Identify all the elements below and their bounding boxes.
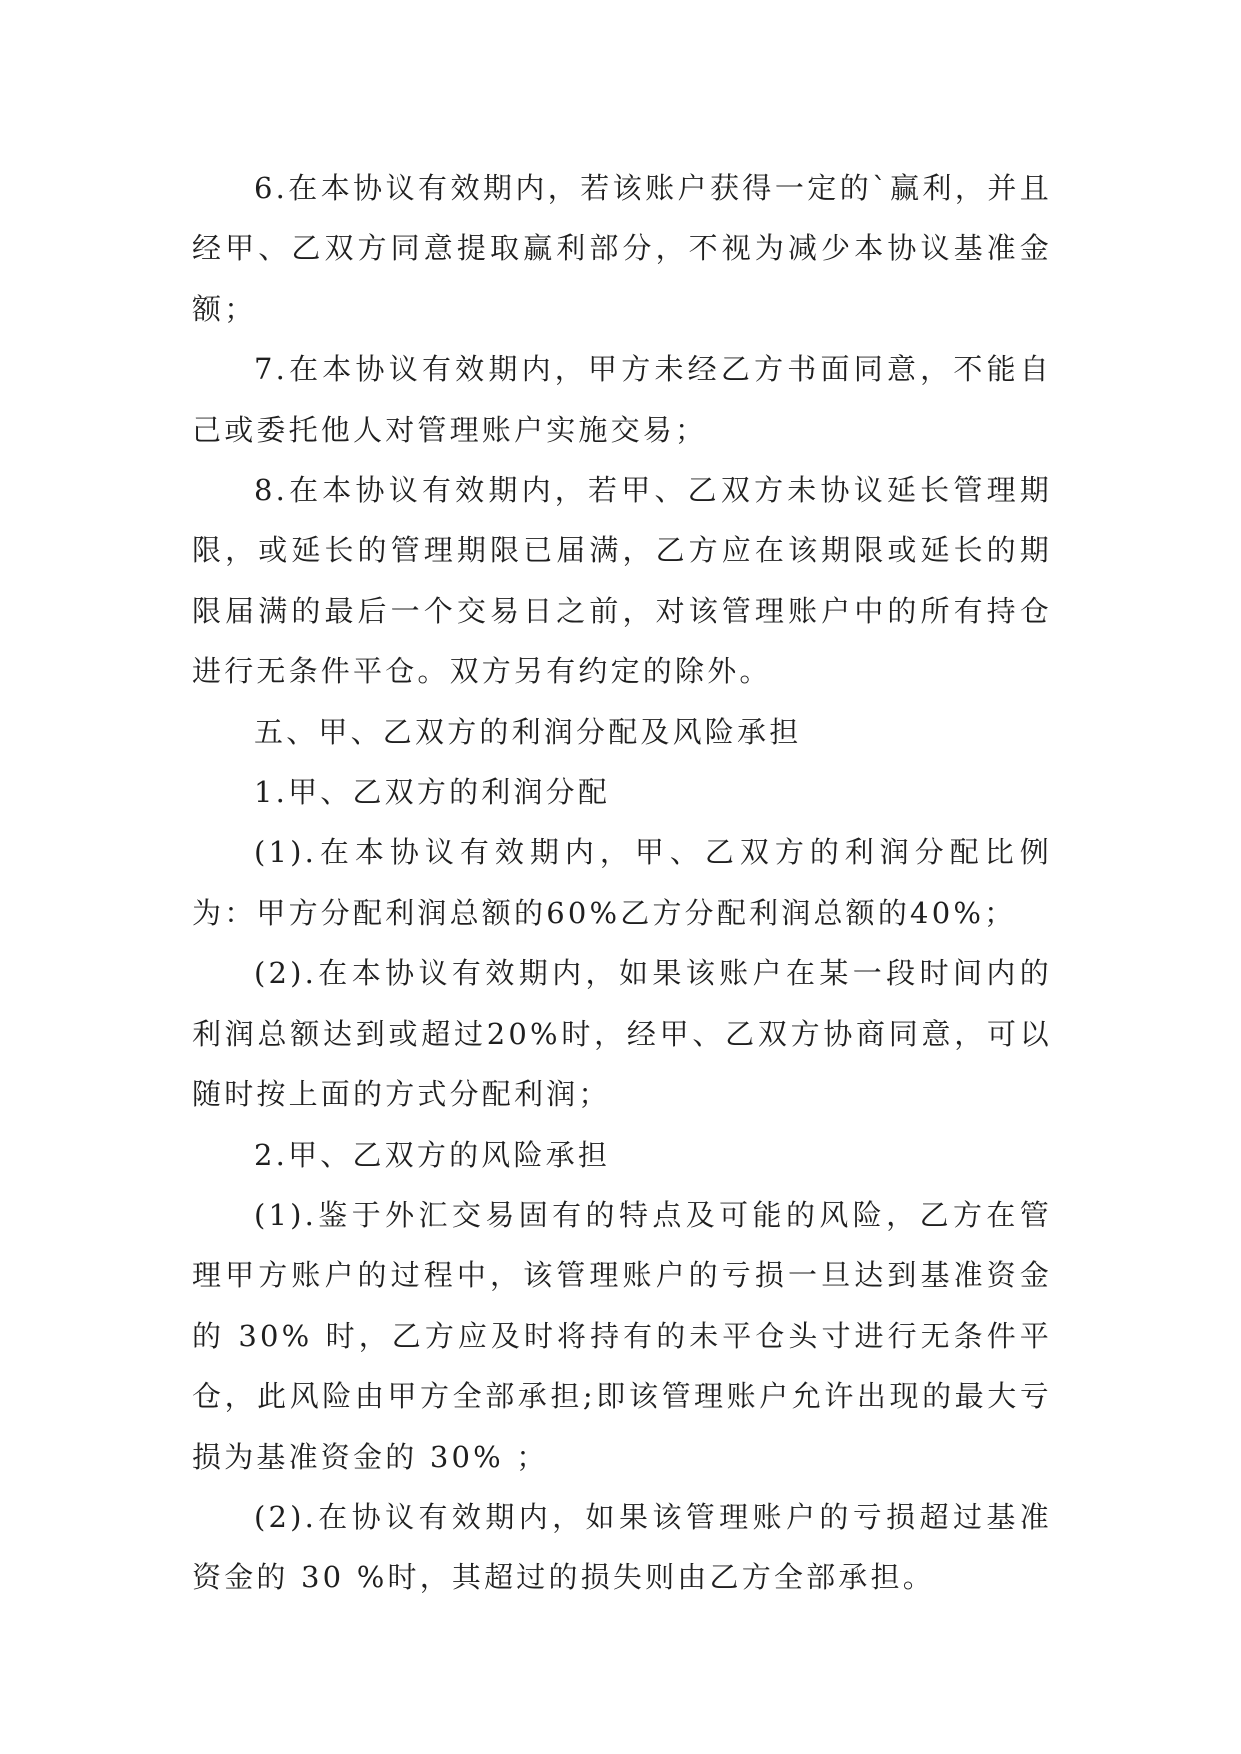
profit-timing-paragraph: (2).在本协议有效期内，如果该账户在某一段时间内的利润总额达到或超过20%时，经甲、乙双方协商同意，可以随时按上面的方式分配利润； [192, 956, 1052, 1112]
profit-distribution-heading: 1.甲、乙双方的利润分配 [254, 775, 611, 810]
clause-8-paragraph: 8.在本协议有效期内，若甲、乙双方未协议延长管理期限，或延长的管理期限已届满，乙方应在该期限或延长的期限届满的最后一个交易日之前，对该管理账户中的所有持仓进行无条件平仓。双方另有约定的除外。 [192, 473, 1052, 689]
risk-limit-paragraph: (1).鉴于外汇交易固有的特点及可能的风险，乙方在管理甲方账户的过程中，该管理账户的亏损一旦达到基准资金的 30% 时，乙方应及时将持有的未平仓头寸进行无条件平仓，此风险由甲方全部承担;即该管理账户允许出现的最大亏损为基准资金的 30% ； [192, 1197, 1052, 1474]
excess-loss-paragraph: (2).在协议有效期内，如果该管理账户的亏损超过基准资金的 30 %时，其超过的损失则由乙方全部承担。 [192, 1499, 1052, 1595]
clause-6-paragraph: 6.在本协议有效期内，若该账户获得一定的`赢利，并且经甲、乙双方同意提取赢利部分，不视为减少本协议基准金额； [192, 171, 1052, 326]
document-body [192, 158, 1052, 1608]
clause-7-paragraph: 7.在本协议有效期内，甲方未经乙方书面同意，不能自己或委托他人对管理账户实施交易； [192, 352, 1052, 447]
section-5-heading: 五、甲、乙双方的利润分配及风险承担 [254, 714, 802, 749]
risk-bearing-heading: 2.甲、乙双方的风险承担 [254, 1137, 611, 1172]
profit-ratio-paragraph: (1).在本协议有效期内，甲、乙双方的利润分配比例为：甲方分配利润总额的60%乙方分配利润总额的40%； [192, 835, 1052, 930]
